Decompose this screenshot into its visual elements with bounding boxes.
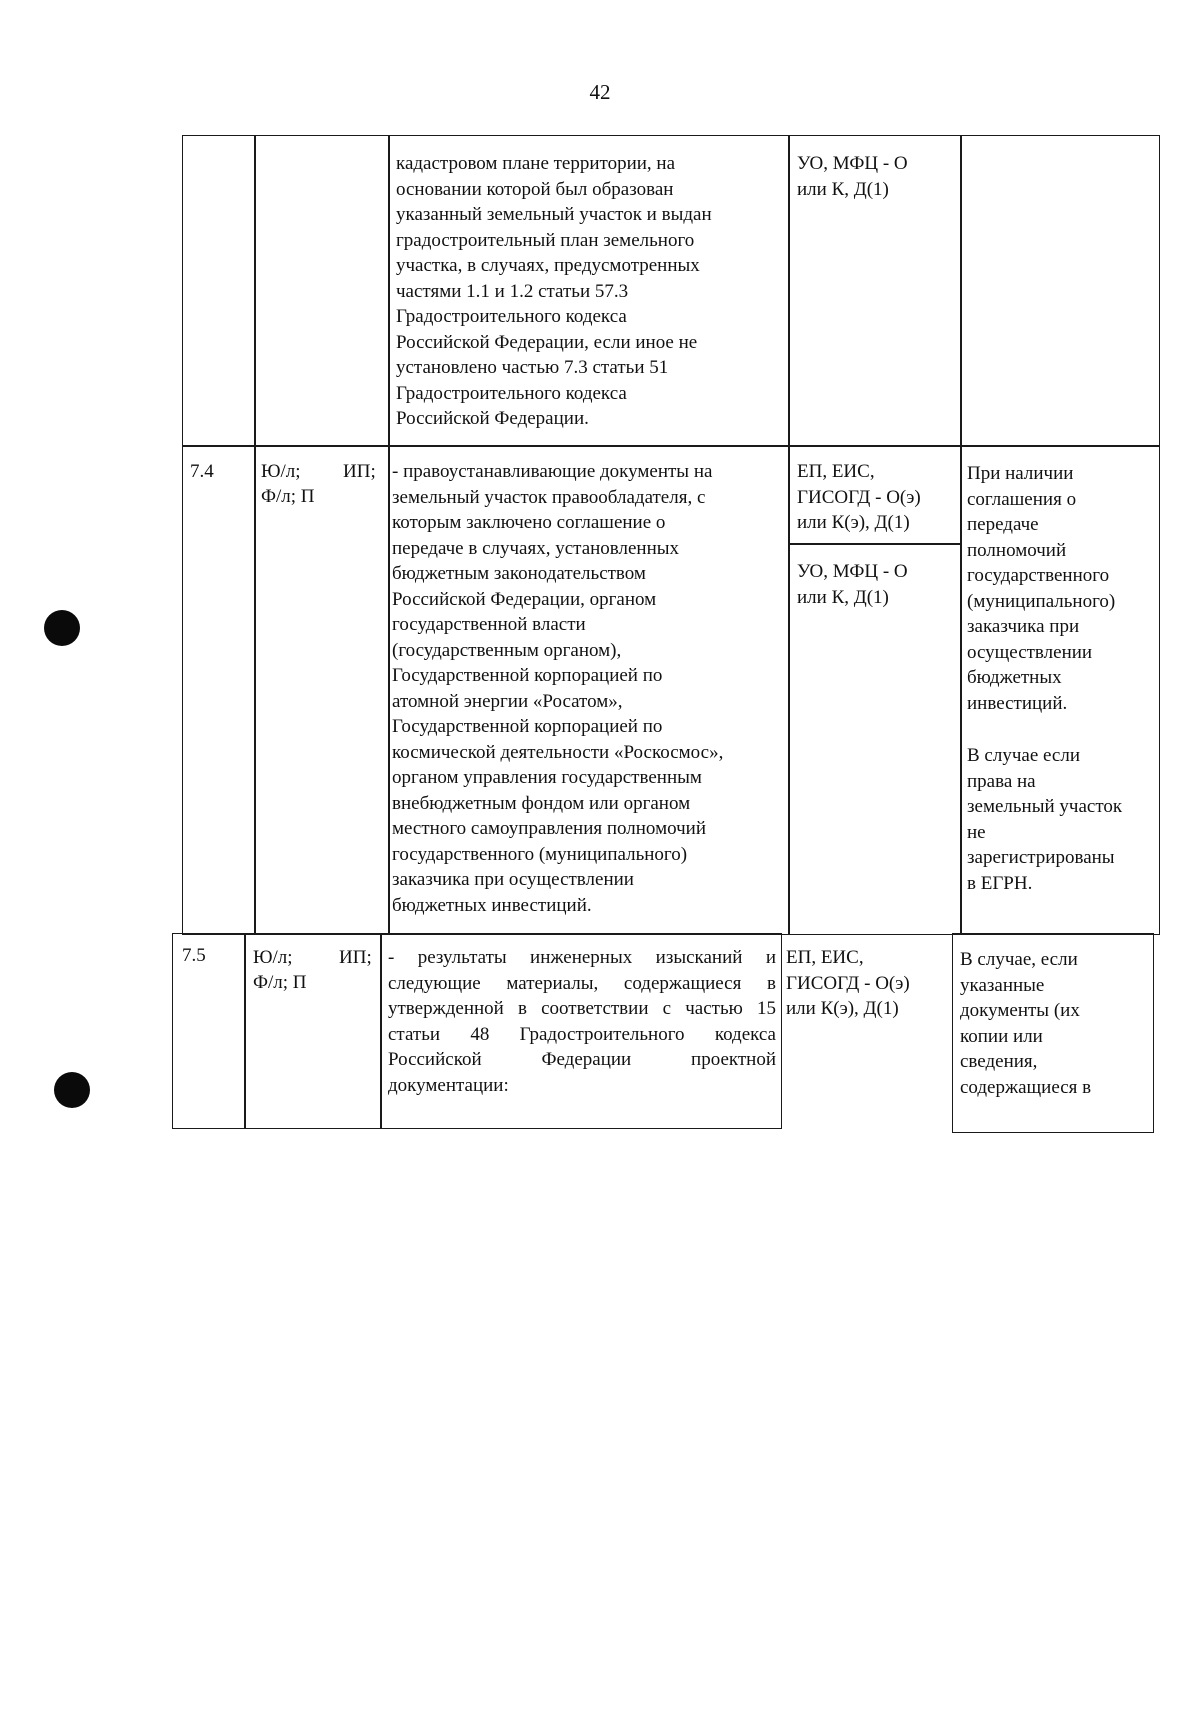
note-text: В случае если права на земельный участок не зарегистрированы в ЕГРН. [967,745,1123,894]
cell-number [182,445,256,935]
page-number: 42 [589,80,611,104]
row-number: 7.5 [182,945,206,966]
row-number: 7.4 [190,461,214,482]
applicant-text: ИП; [343,461,376,482]
method-text: ЕП, ЕИС, ГИСОГД - О(э) или К(э), Д(1) [797,461,921,533]
note-text: В случае, если указанные документы (их копии или сведения, содержащиеся в [960,949,1092,1098]
cell-applicant [254,135,390,447]
applicant-text: ИП; [339,947,372,968]
applicant-text: Ю/л; [261,461,301,482]
document-text: - результаты инженерных изысканий и следующие материалы, содержащиеся в утвержденной в соответствии с частью 15 статьи 48 Градостроительного кодекса Российской Федерации проектной документации: [388,947,776,1096]
cell-note [960,135,1160,447]
punch-hole [54,1072,90,1108]
punch-hole [44,610,80,646]
method-text: УО, МФЦ - О или К, Д(1) [797,153,908,200]
document-text: - правоустанавливающие документы на земельный участок правообладателя, с которым заключено соглашение о передаче в случаях, установленных бюджетным законодательством Российской Федерации, органом государственной власти (государственным органом), Государственной корпорацией по атомной энергии «Росатом», Государственной корпорацией по космической деятельности «Роскосмос», органом управления государственным внебюджетным фондом или органом местного самоуправления полномочий государственного (муниципального) заказчика при осуществлении бюджетных инвестиций. [392,461,724,916]
note-text: При наличии соглашения о передаче полномочий государственного (муниципального) заказчика при осуществлении бюджетных инвестиций. [967,463,1116,714]
cell-number [182,135,256,447]
method-text: ЕП, ЕИС, ГИСОГД - О(э) или К(э), Д(1) [786,947,910,1019]
applicant-text: Ю/л; [253,947,293,968]
cell-applicant [254,445,390,935]
document-text: кадастровом плане территории, на основании которой был образован указанный земельный участок и выдан градостроительный план земельного участка, в случаях, предусмотренных частями 1.1 и 1.2 статьи 57.3 Градостроительного кодекса Российской Федерации, если иное не установлено частью 7.3 статьи 51 Градостроительного кодекса Российской Федерации. [396,153,712,429]
applicant-text: Ф/л; П [253,972,307,993]
method-text: УО, МФЦ - О или К, Д(1) [797,561,908,608]
applicant-text: Ф/л; П [261,486,315,507]
